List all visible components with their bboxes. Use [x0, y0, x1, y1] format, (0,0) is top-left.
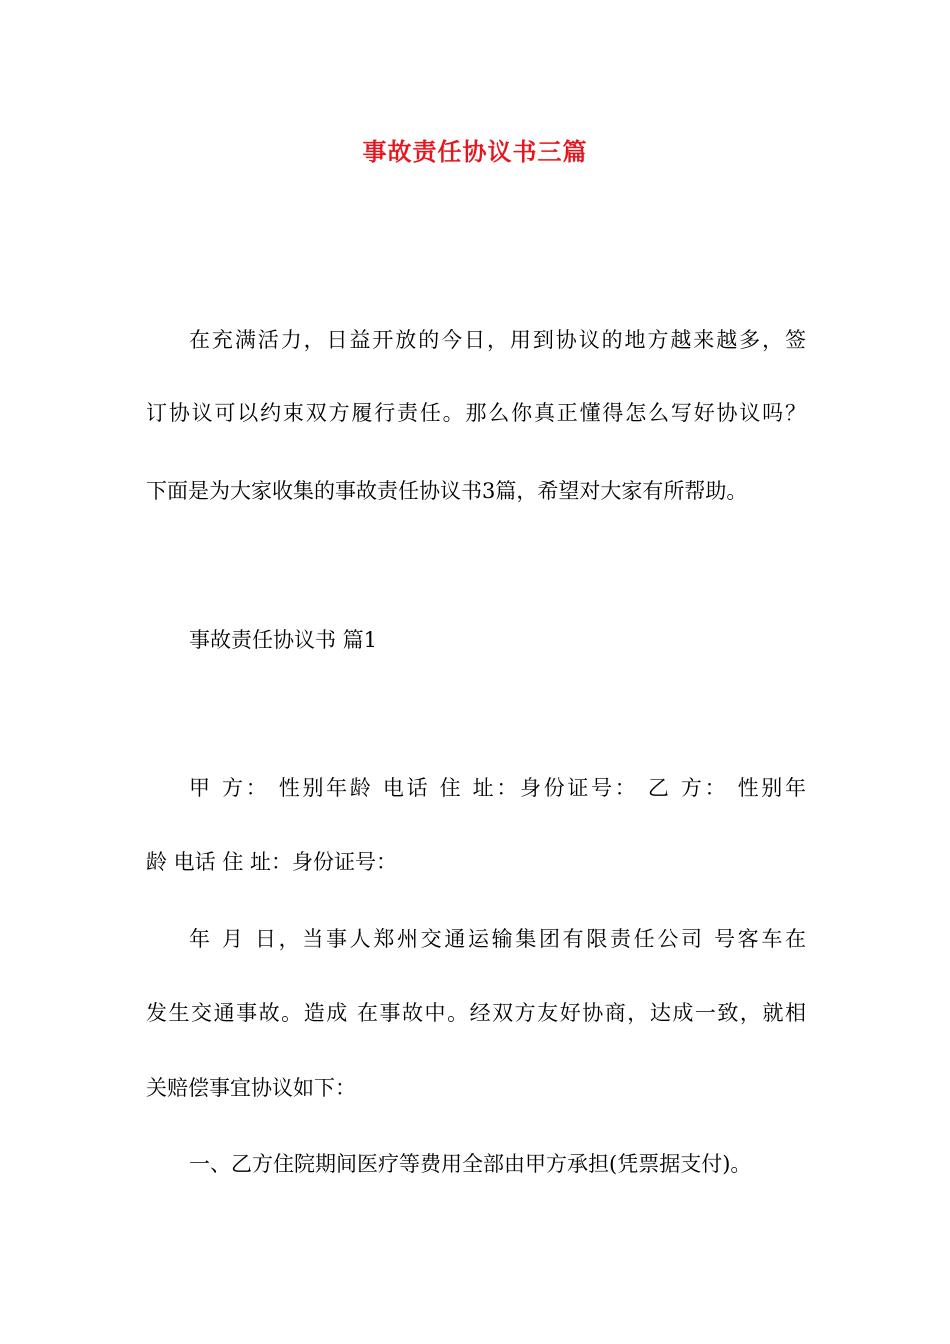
intro-line-3: 下面是为大家收集的事故责任协议书3篇，希望对大家有所帮助。: [146, 479, 748, 503]
party-line-2: 龄 电话 住 址：身份证号：: [146, 850, 398, 874]
clause-1: 一、乙方住院期间医疗等费用全部由甲方承担(凭票据支付)。: [189, 1152, 752, 1176]
intro-line-1: 在充满活力，日益开放的今日，用到协议的地方越来越多，签: [189, 328, 806, 352]
party-line-1: 甲 方： 性别年龄 电话 住 址：身份证号： 乙 方： 性别年: [189, 776, 806, 800]
body-line-2: 发生交通事故。造成 在事故中。经双方友好协商，达成一致，就相: [146, 1001, 806, 1025]
body-line-1: 年 月 日，当事人郑州交通运输集团有限责任公司 号客车在: [189, 927, 806, 951]
section-heading: 事故责任协议书 篇1: [189, 628, 378, 652]
body-line-3: 关赔偿事宜协议如下：: [146, 1076, 356, 1100]
document-title: 事故责任协议书三篇: [362, 137, 588, 166]
intro-line-2: 订协议可以约束双方履行责任。那么你真正懂得怎么写好协议吗？: [146, 401, 806, 425]
